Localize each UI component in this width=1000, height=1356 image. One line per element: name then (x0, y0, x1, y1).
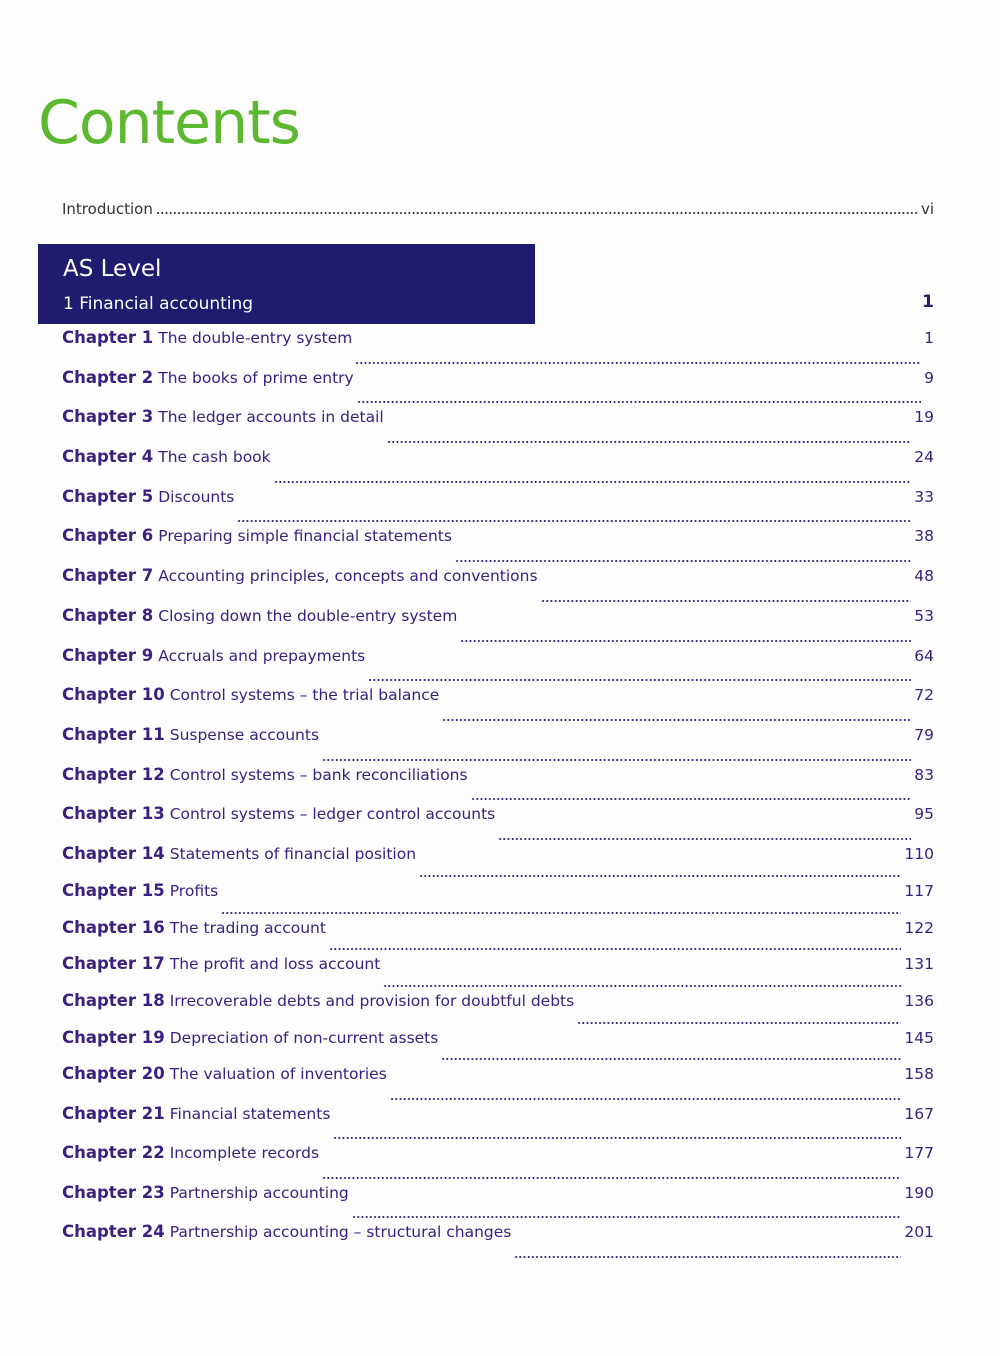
dot-leader (357, 401, 921, 403)
toc-entry-chapter[interactable] (62, 991, 934, 1028)
chapter-page: 38 (914, 527, 934, 546)
chapter-page: 190 (904, 1183, 934, 1202)
chapter-page: 122 (904, 918, 934, 937)
dot-leader (387, 441, 912, 443)
dot-leader (419, 875, 901, 877)
chapter-number: Chapter 5 (62, 486, 154, 506)
toc-entry-chapter[interactable] (62, 685, 934, 725)
chapter-page: 19 (914, 408, 934, 427)
dot-leader (352, 1216, 902, 1218)
chapter-page: 1 (924, 329, 934, 347)
dot-leader (390, 1098, 902, 1100)
chapter-page: 95 (914, 805, 934, 824)
chapter-title: Depreciation of non-current assets (169, 1028, 439, 1047)
chapter-title: The books of prime entry (158, 368, 354, 387)
toc-entry-chapter[interactable] (62, 725, 934, 765)
chapter-title: Closing down the double-entry system (158, 606, 458, 625)
toc-entry-chapter[interactable] (62, 954, 934, 991)
toc-entry-chapter[interactable] (62, 1104, 934, 1144)
chapter-page: 48 (914, 567, 934, 586)
chapter-number: Chapter 1 (62, 328, 154, 347)
chapter-title: Profits (169, 881, 219, 900)
toc-entry-chapter[interactable] (62, 606, 934, 646)
toc-entry-chapter[interactable] (62, 804, 934, 844)
dot-leader (455, 560, 911, 562)
level-heading: AS Level (63, 256, 162, 282)
toc-entry-chapter[interactable] (62, 566, 934, 606)
chapter-number: Chapter 16 (62, 917, 165, 937)
chapter-page: 72 (914, 686, 934, 705)
chapter-page: 131 (904, 955, 934, 974)
chapter-title: The trading account (169, 918, 326, 937)
chapter-title: Control systems – the trial balance (169, 686, 440, 705)
chapter-number: Chapter 22 (62, 1143, 165, 1163)
toc-entry-chapter[interactable] (62, 1222, 934, 1262)
dot-leader (541, 600, 912, 602)
chapter-page: 24 (914, 448, 934, 467)
chapter-number: Chapter 23 (62, 1182, 165, 1202)
toc-entry-chapter[interactable] (62, 328, 934, 368)
section-heading: 1 Financial accounting (63, 294, 254, 314)
chapter-title: Partnership accounting – structural changes (169, 1223, 512, 1242)
chapter-page: 33 (914, 487, 934, 506)
dot-leader (442, 719, 911, 721)
chapter-page: 177 (904, 1144, 934, 1163)
chapter-number: Chapter 6 (62, 526, 154, 546)
chapter-title: Suspense accounts (169, 725, 320, 744)
chapter-number: Chapter 13 (62, 804, 165, 824)
chapter-title: Incomplete records (169, 1144, 320, 1163)
chapter-title: The ledger accounts in detail (158, 408, 384, 427)
chapter-number: Chapter 11 (62, 724, 165, 744)
toc-entry-chapter[interactable] (62, 407, 934, 447)
chapter-page: 53 (914, 606, 934, 625)
toc-entry-introduction[interactable] (62, 200, 934, 218)
dot-leader (514, 1256, 901, 1258)
chapter-number: Chapter 15 (62, 880, 165, 900)
dot-leader (333, 1137, 901, 1139)
toc-entry-chapter[interactable] (62, 646, 934, 686)
chapter-page: 158 (904, 1065, 934, 1084)
chapter-page: 117 (904, 881, 934, 900)
dot-leader (460, 640, 911, 642)
chapter-title: The profit and loss account (169, 955, 381, 974)
dot-leader (322, 1177, 901, 1179)
chapter-number: Chapter 24 (62, 1222, 165, 1242)
page-title: Contents (38, 88, 300, 158)
chapter-number: Chapter 17 (62, 954, 165, 974)
chapter-title: Preparing simple financial statements (158, 527, 452, 546)
chapter-page: 83 (914, 765, 934, 784)
chapter-title: Discounts (158, 487, 235, 506)
chapter-title: Control systems – ledger control accounts (169, 805, 496, 824)
chapter-number: Chapter 10 (62, 685, 165, 705)
dot-leader (441, 1058, 901, 1060)
chapter-number: Chapter 21 (62, 1103, 165, 1123)
dot-leader (329, 948, 901, 950)
chapter-number: Chapter 3 (62, 407, 154, 427)
toc-entry-chapter[interactable] (62, 844, 934, 881)
toc-entry-chapter[interactable] (62, 881, 934, 918)
chapter-title: Statements of financial position (169, 844, 417, 863)
chapter-title: The double-entry system (158, 329, 353, 347)
toc-entry-chapter[interactable] (62, 526, 934, 566)
entry-title: Introduction (62, 200, 153, 218)
toc-entry-chapter[interactable] (62, 765, 934, 805)
chapter-page: 167 (904, 1104, 934, 1123)
dot-leader (498, 838, 911, 840)
chapter-title: Accruals and prepayments (158, 646, 366, 665)
dot-leader (471, 798, 912, 800)
chapter-page: 64 (914, 646, 934, 665)
dot-leader (368, 679, 911, 681)
toc-entry-chapter[interactable] (62, 487, 934, 527)
chapter-number: Chapter 9 (62, 645, 154, 665)
dot-leader (383, 985, 901, 987)
chapter-number: Chapter 8 (62, 605, 154, 625)
toc-entry-chapter[interactable] (62, 1143, 934, 1183)
dot-leader (355, 362, 921, 364)
dot-leader (156, 212, 918, 214)
chapter-number: Chapter 18 (62, 991, 165, 1010)
chapter-title: The valuation of inventories (169, 1065, 387, 1084)
chapter-page: 145 (904, 1028, 934, 1047)
chapter-title: The cash book (158, 448, 271, 467)
chapter-page: 9 (924, 368, 934, 387)
chapter-number: Chapter 2 (62, 367, 154, 387)
chapter-title: Accounting principles, concepts and conventions (158, 567, 538, 586)
chapter-page: 79 (914, 725, 934, 744)
toc-entry-chapter[interactable] (62, 1064, 934, 1104)
chapter-page: 136 (904, 992, 934, 1010)
chapter-number: Chapter 12 (62, 764, 165, 784)
toc-entry-chapter[interactable] (62, 1028, 934, 1065)
toc-entry-chapter[interactable] (62, 447, 934, 487)
chapter-page: 201 (904, 1223, 934, 1242)
entry-page: vi (920, 200, 934, 218)
dot-leader (577, 1022, 901, 1024)
dot-leader (322, 759, 911, 761)
section-banner (38, 244, 535, 324)
chapter-title: Control systems – bank reconciliations (169, 765, 468, 784)
chapter-number: Chapter 4 (62, 447, 154, 467)
chapter-title: Irrecoverable debts and provision for doubtful debts (169, 992, 575, 1010)
toc-entry-chapter[interactable] (62, 368, 934, 408)
dot-leader (274, 481, 912, 483)
chapter-number: Chapter 7 (62, 566, 154, 586)
toc-entry-chapter[interactable] (62, 918, 934, 955)
chapter-page: 110 (904, 844, 934, 863)
section-page: 1 (922, 292, 934, 312)
toc-entry-chapter[interactable] (62, 1183, 934, 1223)
dot-leader (221, 912, 901, 914)
dot-leader (237, 520, 911, 522)
chapter-title: Financial statements (169, 1104, 331, 1123)
chapter-list (62, 328, 934, 1262)
chapter-number: Chapter 14 (62, 843, 165, 863)
chapter-number: Chapter 20 (62, 1064, 165, 1084)
chapter-number: Chapter 19 (62, 1027, 165, 1047)
chapter-title: Partnership accounting (169, 1183, 349, 1202)
